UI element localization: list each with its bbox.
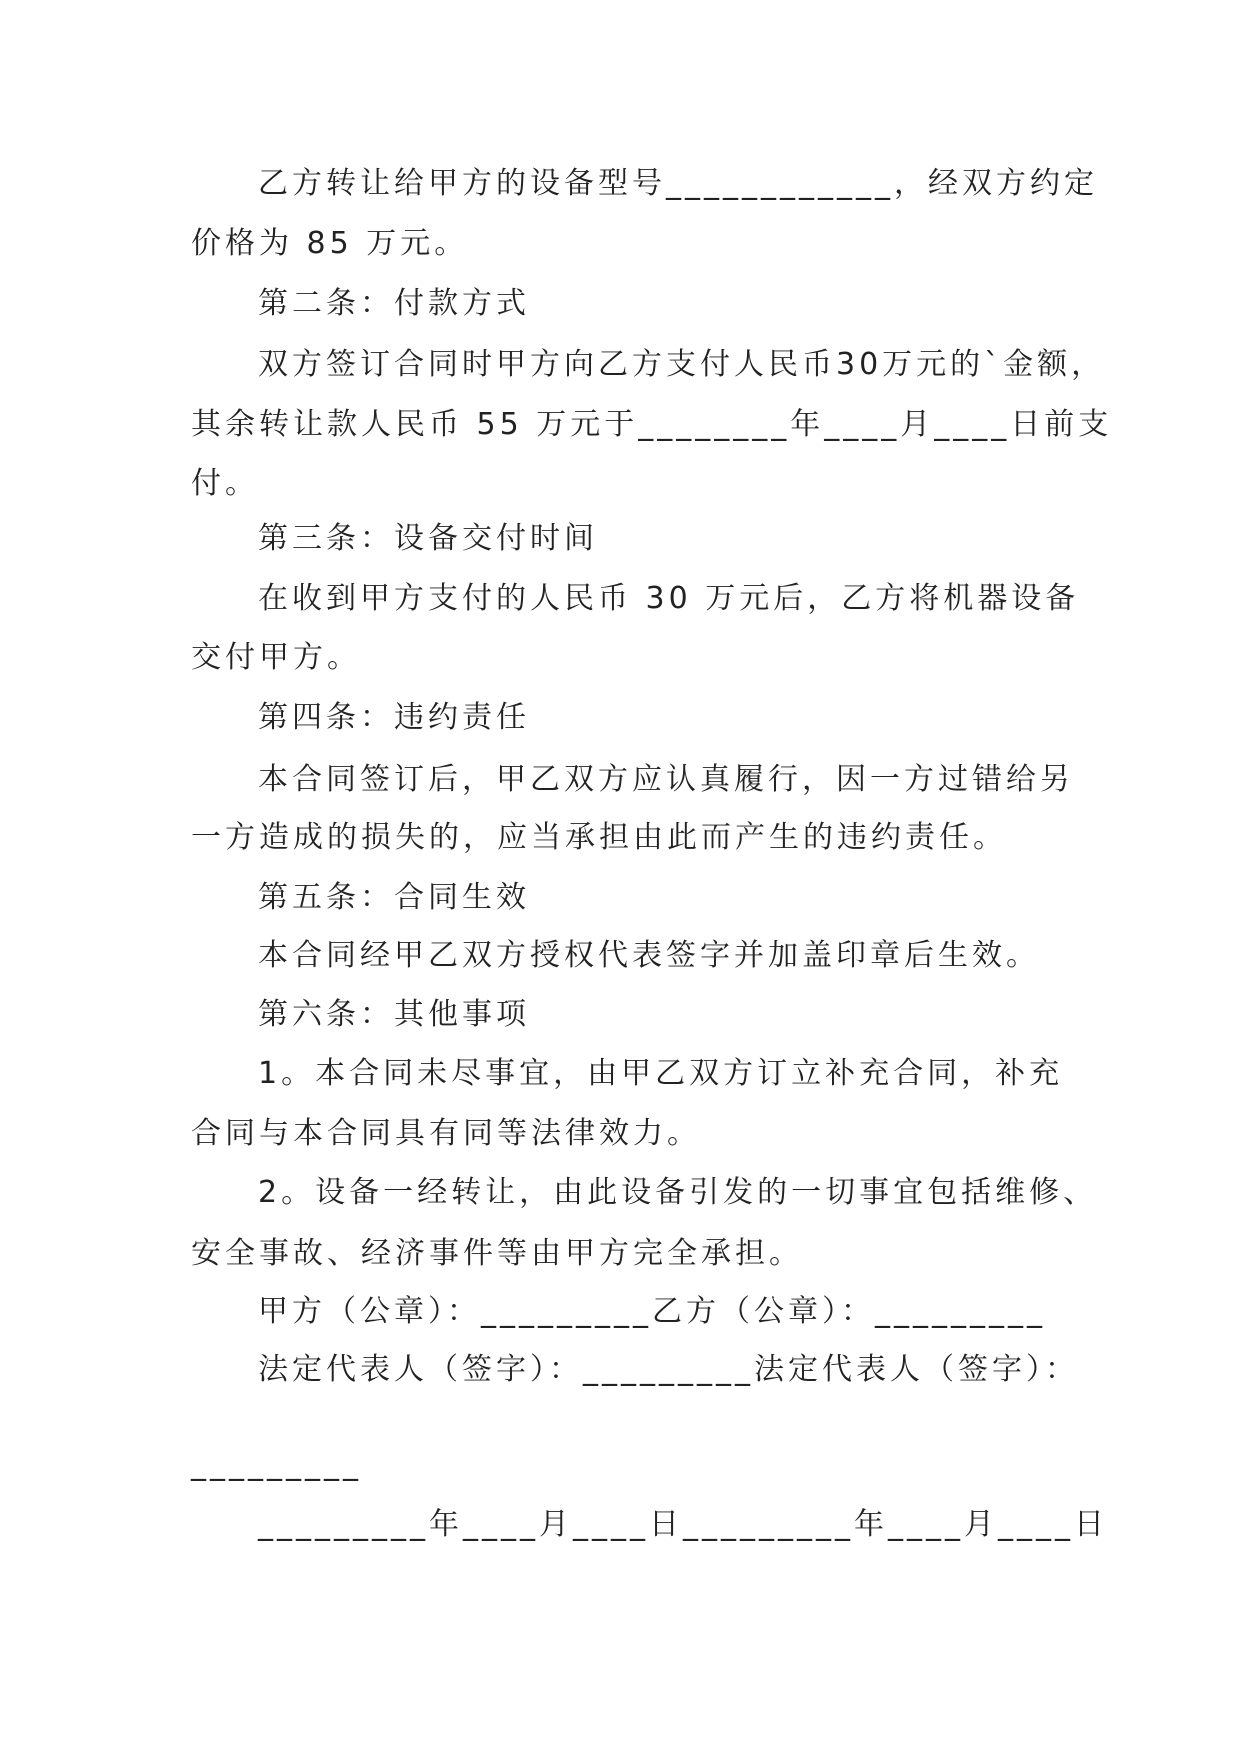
- signature-date-line: _________年____月____日_________年____月____日: [258, 1507, 1108, 1542]
- paragraph-line: 一方造成的损失的，应当承担由此而产生的违约责任。: [191, 820, 1007, 855]
- paragraph-line: 1。本合同未尽事宜，由甲乙双方订立补充合同，补充: [258, 1056, 1064, 1091]
- paragraph-line: 2。设备一经转让，由此设备引发的一切事宜包括维修、: [258, 1175, 1098, 1210]
- paragraph-line: 安全事故、经济事件等由甲方完全承担。: [191, 1236, 803, 1271]
- signature-representative-line: 法定代表人（签字）：_________法定代表人（签字）：: [258, 1352, 1079, 1387]
- article-heading: 第三条：设备交付时间: [258, 521, 598, 556]
- article-heading: 第四条：违约责任: [258, 700, 530, 735]
- paragraph-line: 本合同签订后，甲乙双方应认真履行，因一方过错给另: [258, 762, 1074, 797]
- paragraph-line: 付。: [191, 466, 259, 501]
- paragraph-line: 双方签订合同时甲方向乙方支付人民币30万元的`金额，: [258, 347, 1106, 382]
- paragraph-line: 其余转让款人民币 55 万元于________年____月____日前支: [191, 407, 1113, 442]
- paragraph-line: 交付甲方。: [191, 640, 361, 675]
- signature-blank-line: _________: [191, 1447, 362, 1482]
- article-heading: 第二条：付款方式: [258, 286, 530, 321]
- paragraph-line: 本合同经甲乙双方授权代表签字并加盖印章后生效。: [258, 938, 1040, 973]
- paragraph-line: 价格为 85 万元。: [191, 226, 469, 261]
- paragraph-line: 合同与本合同具有同等法律效力。: [191, 1116, 701, 1151]
- paragraph-line: 乙方转让给甲方的设备型号____________，经双方约定: [258, 166, 1098, 201]
- signature-seal-line: 甲方（公章）：_________乙方（公章）：_________: [258, 1294, 1046, 1329]
- article-heading: 第六条：其他事项: [258, 997, 530, 1032]
- article-heading: 第五条：合同生效: [258, 880, 530, 915]
- paragraph-line: 在收到甲方支付的人民币 30 万元后，乙方将机器设备: [258, 581, 1080, 616]
